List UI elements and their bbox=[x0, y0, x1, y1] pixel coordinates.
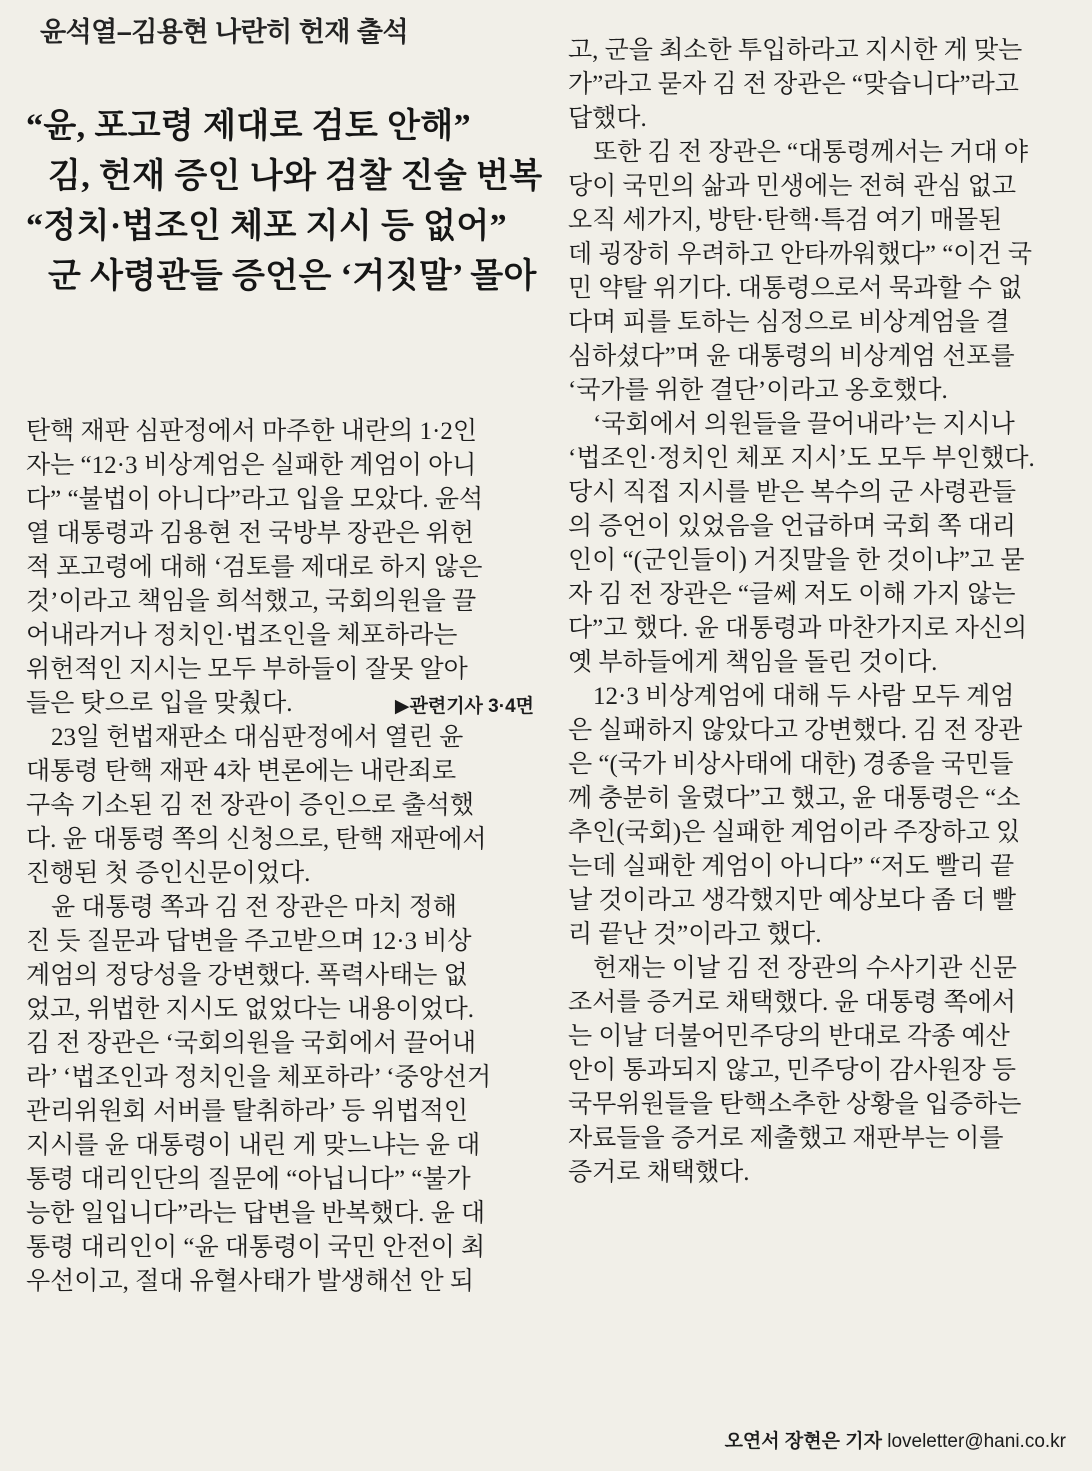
body-line: 고, 군을 최소한 투입하라고 지시한 게 맞는 bbox=[568, 37, 1023, 64]
body-line: 자 김 전 장관은 “글쎄 저도 이해 가지 않는 bbox=[568, 581, 1016, 608]
body-line: 다. 윤 대통령 쪽의 신청으로, 탄핵 재판에서 bbox=[26, 826, 487, 853]
body-line: 김 전 장관은 ‘국회의원을 국회에서 끌어내 bbox=[26, 1030, 477, 1057]
body-line: 민 약탈 위기다. 대통령으로서 묵과할 수 없 bbox=[568, 275, 1023, 302]
body-line: 옛 부하들에게 책임을 돌린 것이다. bbox=[568, 649, 938, 676]
body-line: 적 포고령에 대해 ‘검토를 제대로 하지 않은 bbox=[26, 554, 483, 581]
body-line: 었고, 위법한 지시도 없었다는 내용이었다. bbox=[26, 996, 475, 1023]
byline-reporters: 오연서 장현은 기자 bbox=[724, 1431, 882, 1452]
body-line: 능한 일입니다”라는 답변을 반복했다. 윤 대 bbox=[26, 1200, 486, 1227]
headline-line: “윤, 포고령 제대로 검토 안해” bbox=[26, 108, 471, 145]
body-line: 계엄의 정당성을 강변했다. 폭력사태는 없 bbox=[26, 962, 468, 989]
body-line: ‘국회에서 의원들을 끌어내라’는 지시나 bbox=[593, 411, 1015, 438]
byline bbox=[725, 1426, 1066, 1453]
body-line: 열 대통령과 김용현 전 국방부 장관은 위헌 bbox=[26, 520, 475, 547]
body-line: 는 이날 더불어민주당의 반대로 각종 예산 bbox=[568, 1023, 1010, 1050]
body-line: 증거로 채택했다. bbox=[568, 1159, 750, 1186]
body-line: 다며 피를 토하는 심정으로 비상계엄을 결 bbox=[568, 309, 1010, 336]
right-column bbox=[568, 34, 1068, 1190]
body-line: 는데 실패한 계엄이 아니다” “저도 빨리 끝 bbox=[568, 853, 1015, 880]
body-line: ‘국가를 위한 결단’이라고 옹호했다. bbox=[568, 377, 948, 404]
headline-line: “정치·법조인 체포 지시 등 없어” bbox=[26, 208, 508, 245]
related-articles-ref: ▶관련기사 3·4면 bbox=[394, 696, 534, 717]
body-line: 의 증언이 있었음을 언급하며 국회 쪽 대리 bbox=[568, 513, 1017, 540]
body-line: 심하셨다”며 윤 대통령의 비상계엄 선포를 bbox=[568, 343, 1015, 370]
body-line: 진 듯 질문과 답변을 주고받으며 12·3 비상 bbox=[26, 928, 472, 955]
body-line: 께 충분히 울렸다”고 했고, 윤 대통령은 “소 bbox=[568, 785, 1021, 812]
body-line: 라’ ‘법조인과 정치인을 체포하라’ ‘중앙선거 bbox=[26, 1064, 492, 1091]
body-line: 날 것이라고 생각했지만 예상보다 좀 더 빨 bbox=[568, 887, 1017, 914]
body-line: 데 굉장히 우려하고 안타까워했다” “이건 국 bbox=[568, 241, 1032, 268]
body-line: 구속 기소된 김 전 장관이 증인으로 출석했 bbox=[26, 792, 475, 819]
body-text-left bbox=[26, 415, 536, 1299]
body-line: 우선이고, 절대 유혈사태가 발생해선 안 되 bbox=[26, 1268, 475, 1295]
body-line: 당이 국민의 삶과 민생에는 전혀 관심 없고 bbox=[568, 173, 1017, 200]
body-line: 지시를 윤 대통령이 내린 게 맞느냐는 윤 대 bbox=[26, 1132, 481, 1159]
body-line: 진행된 첫 증인신문이었다. bbox=[26, 860, 311, 887]
body-line: 들은 탓으로 입을 맞췄다. bbox=[26, 690, 293, 717]
body-line: 다” “불법이 아니다”라고 입을 모았다. 윤석 bbox=[26, 486, 484, 513]
body-line: 답했다. bbox=[568, 105, 647, 132]
body-line: 국무위원들을 탄핵소추한 상황을 입증하는 bbox=[568, 1091, 1022, 1118]
body-line: 조서를 증거로 채택했다. 윤 대통령 쪽에서 bbox=[568, 989, 1017, 1016]
body-line: 다”고 했다. 윤 대통령과 마찬가지로 자신의 bbox=[568, 615, 1028, 642]
body-line: 은 실패하지 않았다고 강변했다. 김 전 장관 bbox=[568, 717, 1023, 744]
byline-email: loveletter@hani.co.kr bbox=[887, 1431, 1066, 1452]
body-line: 또한 김 전 장관은 “대통령께서는 거대 야 bbox=[593, 139, 1028, 166]
body-line: 23일 헌법재판소 대심판정에서 열린 윤 bbox=[51, 724, 464, 751]
body-line: 당시 직접 지시를 받은 복수의 군 사령관들 bbox=[568, 479, 1017, 506]
body-line: 자는 “12·3 비상계엄은 실패한 계엄이 아니 bbox=[26, 452, 477, 479]
body-line: 리 끝난 것”이라고 했다. bbox=[568, 921, 822, 948]
body-line: 가”라고 묻자 김 전 장관은 “맞습니다”라고 bbox=[568, 71, 1019, 98]
body-line: 탄핵 재판 심판정에서 마주한 내란의 1·2인 bbox=[26, 418, 477, 445]
body-line: 추인(국회)은 실패한 계엄이라 주장하고 있 bbox=[568, 819, 1021, 846]
body-line: 윤 대통령 쪽과 김 전 장관은 마치 정해 bbox=[51, 894, 458, 921]
body-line: 헌재는 이날 김 전 장관의 수사기관 신문 bbox=[593, 955, 1017, 982]
headline-line: 군 사령관들 증언은 ‘거짓말’ 몰아 bbox=[48, 258, 537, 295]
body-line: 인이 “(군인들이) 거짓말을 한 것이냐”고 묻 bbox=[568, 547, 1025, 574]
body-line: ‘법조인·정치인 체포 지시’도 모두 부인했다. bbox=[568, 445, 1035, 472]
body-line: 것’이라고 책임을 희석했고, 국회의원을 끌 bbox=[26, 588, 477, 615]
body-line: 통령 대리인이 “윤 대통령이 국민 안전이 최 bbox=[26, 1234, 486, 1261]
body-line: 12·3 비상계엄에 대해 두 사람 모두 계엄 bbox=[593, 683, 1015, 710]
body-line: 안이 통과되지 않고, 민주당이 감사원장 등 bbox=[568, 1057, 1017, 1084]
body-line-with-related bbox=[26, 687, 536, 721]
body-line: 통령 대리인단의 질문에 “아닙니다” “불가 bbox=[26, 1166, 471, 1193]
body-line: 대통령 탄핵 재판 4차 변론에는 내란죄로 bbox=[26, 758, 457, 785]
body-line: 은 “(국가 비상사태에 대한) 경종을 국민들 bbox=[568, 751, 1014, 778]
body-line: 어내라거나 정치인·법조인을 체포하라는 bbox=[26, 622, 458, 649]
body-line: 오직 세가지, 방탄·탄핵·특검 여기 매몰된 bbox=[568, 207, 1003, 234]
body-text-right bbox=[568, 34, 1068, 1190]
headline-line: 김, 헌재 증인 나와 검찰 진술 번복 bbox=[48, 158, 543, 195]
headline-block bbox=[26, 102, 543, 302]
left-column bbox=[26, 14, 543, 1299]
body-line: 관리위원회 서버를 탈취하라’ 등 위법적인 bbox=[26, 1098, 469, 1125]
body-line: 자료들을 증거로 제출했고 재판부는 이를 bbox=[568, 1125, 1004, 1152]
article-kicker: 윤석열–김용현 나란히 헌재 출석 bbox=[40, 17, 409, 47]
body-line: 위헌적인 지시는 모두 부하들이 잘못 알아 bbox=[26, 656, 468, 683]
